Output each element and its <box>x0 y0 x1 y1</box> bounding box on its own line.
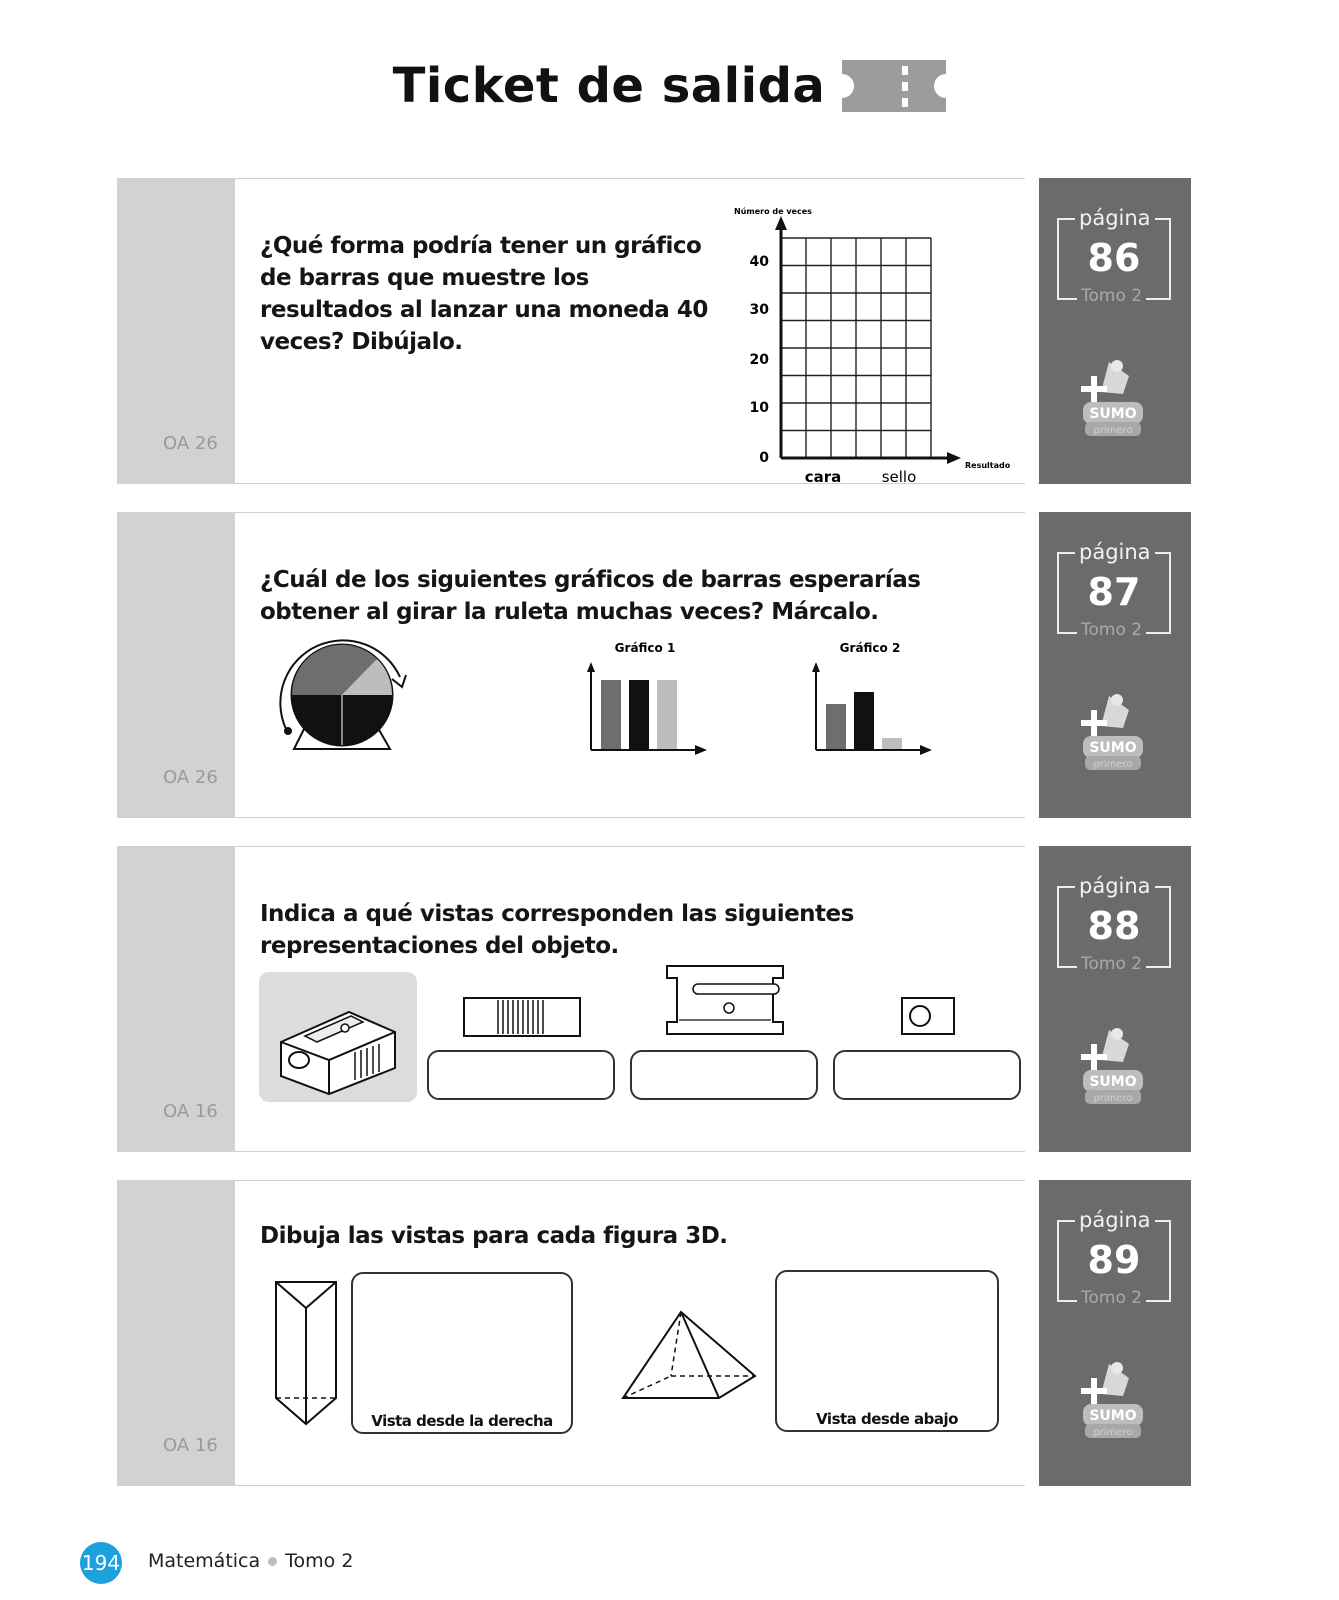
chart-2-bar-3 <box>882 738 902 750</box>
triangular-prism-figure <box>272 1278 340 1428</box>
chart-2-bar-1 <box>826 704 846 750</box>
sumo-primero-logo <box>1079 692 1147 776</box>
page-header <box>0 58 1339 114</box>
page-label: página <box>1075 206 1155 230</box>
bar-chart-option-1[interactable] <box>585 640 725 764</box>
spinner-wheel <box>272 637 422 769</box>
tomo-label: Tomo 2 <box>1077 620 1146 640</box>
page-reference-panel <box>1039 1180 1191 1486</box>
page-reference-panel <box>1039 512 1191 818</box>
page-reference-panel <box>1039 178 1191 484</box>
page-reference-panel <box>1039 846 1191 1152</box>
svg-text:10: 10 <box>749 400 769 416</box>
x-axis-title: Resultado <box>965 461 1011 470</box>
question-text: Dibuja las vistas para cada figura 3D. <box>260 1223 728 1249</box>
svg-text:SUMO: SUMO <box>1089 1074 1137 1090</box>
answer-box-2[interactable] <box>630 1050 818 1100</box>
view-drawing-top <box>665 964 785 1036</box>
page-number-badge: 194 <box>80 1542 122 1584</box>
drawing-box-label: Vista desde la derecha <box>371 1412 553 1430</box>
empty-bar-graph-grid <box>729 196 1029 486</box>
view-drawing-front <box>900 996 956 1036</box>
svg-text:SUMO: SUMO <box>1089 406 1137 422</box>
tomo-label: Tomo 2 <box>1077 1288 1146 1308</box>
x-label-cara: cara <box>804 468 842 486</box>
square-pyramid-figure <box>619 1308 759 1404</box>
page-number: 87 <box>1087 570 1141 614</box>
exit-ticket-card-2 <box>117 512 1191 818</box>
page-label: página <box>1075 874 1155 898</box>
page-number: 88 <box>1087 904 1141 948</box>
exit-ticket-card-4 <box>117 1180 1191 1486</box>
page-number: 86 <box>1087 236 1141 280</box>
chart-1-title: Gráfico 1 <box>614 641 676 655</box>
exit-ticket-card-1 <box>117 178 1191 484</box>
oa-code: OA 16 <box>163 1435 218 1456</box>
svg-text:primero: primero <box>1093 759 1133 770</box>
answer-box-1[interactable] <box>427 1050 615 1100</box>
sumo-primero-logo <box>1079 1026 1147 1110</box>
svg-text:primero: primero <box>1093 425 1133 436</box>
y-axis-title: Número de veces <box>734 207 812 216</box>
ticket-icon <box>842 60 946 112</box>
svg-text:primero: primero <box>1093 1093 1133 1104</box>
drawing-box-bottom-view[interactable] <box>775 1270 999 1432</box>
tomo-label: Tomo 2 <box>1077 286 1146 306</box>
bar-chart-option-2[interactable] <box>810 640 950 764</box>
svg-text:primero: primero <box>1093 1427 1133 1438</box>
oa-code: OA 16 <box>163 1101 218 1122</box>
chart-2-bar-2 <box>854 692 874 750</box>
svg-text:30: 30 <box>749 302 769 318</box>
drawing-box-right-view[interactable] <box>351 1272 573 1434</box>
footer-subject: Matemática <box>148 1550 261 1572</box>
svg-text:20: 20 <box>749 352 769 368</box>
page-label: página <box>1075 1208 1155 1232</box>
pencil-sharpener-3d-image <box>259 972 417 1102</box>
sumo-primero-logo <box>1079 358 1147 442</box>
tomo-label: Tomo 2 <box>1077 954 1146 974</box>
svg-text:0: 0 <box>759 450 769 466</box>
page-label: página <box>1075 540 1155 564</box>
question-text: Indica a qué vistas corresponden las siguientes representaciones del objeto. <box>260 901 854 959</box>
drawing-box-label: Vista desde abajo <box>816 1410 958 1428</box>
question-text: ¿Cuál de los siguientes gráficos de barras esperarías obtener al girar la ruleta muchas veces? Márcalo. <box>260 567 921 625</box>
chart-2-title: Gráfico 2 <box>839 641 901 655</box>
exit-ticket-card-3 <box>117 846 1191 1152</box>
svg-text:SUMO: SUMO <box>1089 1408 1137 1424</box>
answer-box-3[interactable] <box>833 1050 1021 1100</box>
separator-dot <box>268 1557 277 1566</box>
footer-tomo: Tomo 2 <box>285 1550 354 1572</box>
chart-1-bar-2 <box>629 680 649 750</box>
x-label-sello: sello <box>881 468 917 486</box>
question-text: ¿Qué forma podría tener un gráfico de barras que muestre los resultados al lanzar una moneda 40 veces? Dibújalo. <box>260 233 708 355</box>
svg-text:40: 40 <box>749 254 769 270</box>
view-drawing-side <box>462 996 582 1038</box>
svg-text:SUMO: SUMO <box>1089 740 1137 756</box>
page-number: 89 <box>1087 1238 1141 1282</box>
chart-1-bar-3 <box>657 680 677 750</box>
page-title: Ticket de salida <box>392 58 826 114</box>
oa-code: OA 26 <box>163 433 218 454</box>
sumo-primero-logo <box>1079 1360 1147 1444</box>
chart-1-bar-1 <box>601 680 621 750</box>
oa-code: OA 26 <box>163 767 218 788</box>
